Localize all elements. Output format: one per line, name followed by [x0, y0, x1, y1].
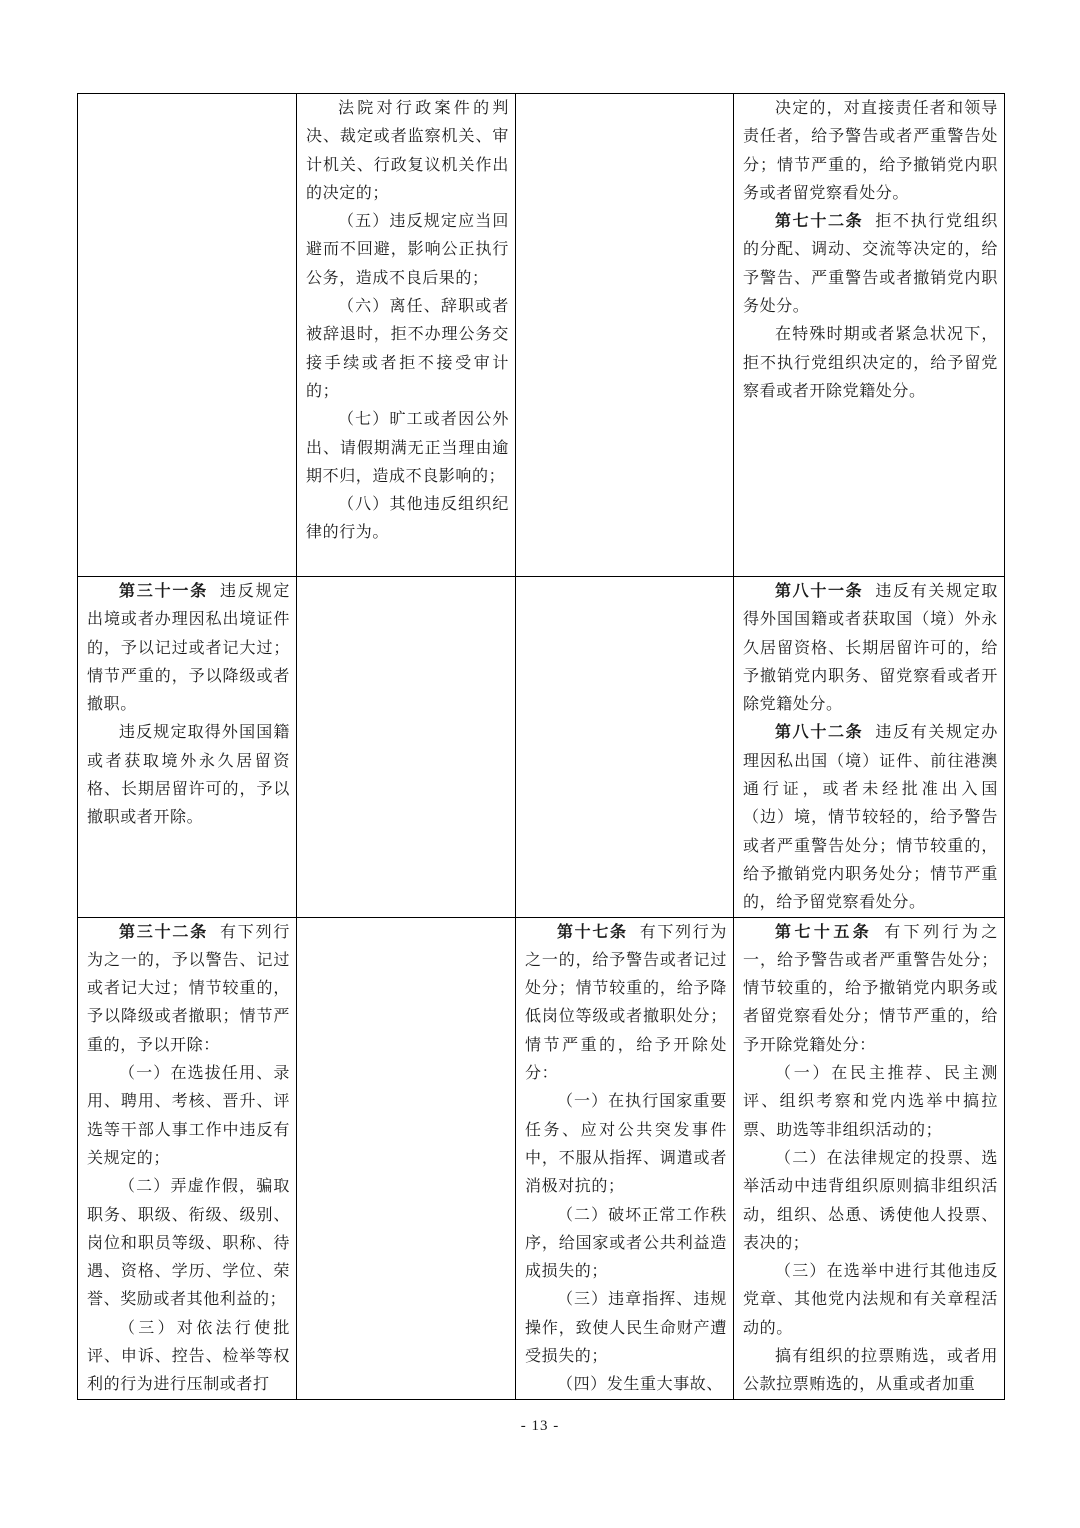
clause-paragraph [525, 1285, 727, 1370]
clause-text: （二）破坏正常工作秩序，给国家或者公共利益造成损失的； [525, 1204, 727, 1281]
clause-text: 拒不执行党组织的分配、调动、交流等决定的，给予警告、严重警告或者撤销党内职务处分。 [743, 211, 998, 316]
clause-paragraph [87, 918, 290, 1059]
table-cell [78, 94, 297, 577]
clause-text: （七）旷工或者因公外出、请假期满无正当理由逾期不归，造成不良影响的； [306, 409, 509, 485]
clause-paragraph [87, 718, 290, 831]
table-cell [297, 577, 516, 918]
clause-paragraph [87, 1059, 290, 1172]
clause-text: 违反规定出境或者办理因私出境证件的，予以记过或者记大过；情节严重的，予以降级或者撤职。 [87, 581, 290, 714]
clause-paragraph [87, 577, 290, 718]
clause-text: （二）在法律规定的投票、选举活动中违背组织原则搞非组织活动，组织、怂恿、诱使他人投票、表决的； [743, 1147, 998, 1252]
clause-text: （四）发生重大事故、 [557, 1374, 724, 1394]
clause-paragraph [525, 1087, 727, 1200]
regulation-comparison-table [77, 93, 1005, 1400]
clause-paragraph [306, 405, 509, 490]
table-cell [78, 917, 297, 1399]
article-number: 第八十二条 [775, 722, 864, 742]
table-cell [516, 577, 734, 918]
clause-paragraph [743, 718, 998, 916]
clause-paragraph [306, 292, 509, 405]
clause-text: 有下列行为之一，给予警告或者严重警告处分；情节较重的，给予撤销党内职务或者留党察看处分；情节严重的，给予开除党籍处分： [743, 921, 998, 1054]
clause-paragraph [743, 1342, 998, 1399]
clause-paragraph [743, 94, 998, 207]
clause-paragraph [743, 207, 998, 320]
clause-paragraph [743, 577, 998, 718]
clause-text: 违反有关规定办理因私出国（境）证件、前往港澳通行证，或者未经批准出入国（边）境，情节较轻的，给予警告或者严重警告处分；情节较重的，给予撤销党内职务处分；情节严重的，给予留党察看处分。 [743, 722, 998, 912]
clause-paragraph [743, 1144, 998, 1257]
clause-text: 决定的，对直接责任者和领导责任者，给予警告或者严重警告处分；情节严重的，给予撤销党内职务或者留党察看处分。 [743, 98, 998, 202]
article-number: 第八十一条 [775, 581, 864, 600]
clause-paragraph [525, 1370, 727, 1398]
clause-paragraph [87, 1314, 290, 1399]
clause-text: （五）违反规定应当回避而不回避，影响公正执行公务，造成不良后果的； [306, 211, 509, 287]
article-number: 第三十一条 [119, 581, 208, 600]
article-number: 第十七条 [557, 921, 628, 941]
table-row [78, 94, 1005, 577]
article-number: 第七十五条 [775, 921, 873, 941]
clause-paragraph [306, 490, 509, 547]
clause-text: 有下列行为之一的，予以警告、记过或者记大过；情节较重的，予以降级或者撤职；情节严重的，予以开除： [87, 921, 290, 1054]
clause-text: 在特殊时期或者紧急状况下，拒不执行党组织决定的，给予留党察看或者开除党籍处分。 [743, 324, 998, 400]
clause-text: （一）在民主推荐、民主测评、组织考察和党内选举中搞拉票、助选等非组织活动的； [743, 1063, 998, 1139]
clause-text: 搞有组织的拉票贿选，或者用公款拉票贿选的，从重或者加重 [743, 1346, 998, 1394]
table-cell [297, 94, 516, 577]
clause-paragraph [743, 320, 998, 405]
clause-paragraph [743, 1257, 998, 1342]
clause-paragraph [743, 1059, 998, 1144]
clause-text: （一）在选拔任用、录用、聘用、考核、晋升、评选等干部人事工作中违反有关规定的； [87, 1063, 290, 1167]
clause-text: 法院对行政案件的判决、裁定或者监察机关、审计机关、行政复议机关作出的决定的； [306, 98, 509, 202]
clause-text: （八）其他违反组织纪律的行为。 [306, 494, 509, 542]
table-cell [516, 917, 734, 1399]
clause-paragraph [306, 207, 509, 292]
clause-text: 违反有关规定取得外国国籍或者获取国（境）外永久居留资格、长期居留许可的，给予撤销党内职务、留党察看或者开除党籍处分。 [743, 581, 998, 714]
clause-paragraph [525, 1201, 727, 1286]
table-row [78, 917, 1005, 1399]
clause-text: （一）在执行国家重要任务、应对公共突发事件中，不服从指挥、调遣或者消极对抗的； [525, 1091, 727, 1196]
clause-text: （三）对依法行使批评、申诉、控告、检举等权利的行为进行压制或者打 [87, 1317, 290, 1394]
article-number: 第三十二条 [119, 921, 208, 941]
clause-paragraph [87, 1172, 290, 1313]
table-row [78, 577, 1005, 918]
table-cell [734, 577, 1005, 918]
clause-paragraph [525, 918, 727, 1088]
clause-paragraph [743, 918, 998, 1059]
clause-text: （三）在选举中进行其他违反党章、其他党内法规和有关章程活动的。 [743, 1261, 998, 1337]
article-number: 第七十二条 [775, 211, 864, 231]
clause-paragraph [306, 94, 509, 207]
clause-text: （六）离任、辞职或者被辞退时，拒不办理公务交接手续或者拒不接受审计的； [306, 296, 509, 400]
clause-text: （二）弄虚作假，骗取职务、职级、衔级、级别、岗位和职员等级、职称、待遇、资格、学历、学位、荣誉、奖励或者其他利益的； [87, 1176, 290, 1309]
table-cell [78, 577, 297, 918]
table-cell [734, 917, 1005, 1399]
page-number: - 13 - [520, 1418, 560, 1434]
clause-text: （三）违章指挥、违规操作，致使人民生命财产遭受损失的； [525, 1289, 727, 1366]
table-cell [297, 917, 516, 1399]
table-cell [516, 94, 734, 577]
clause-text: 违反规定取得外国国籍或者获取境外永久居留资格、长期居留许可的，予以撤职或者开除。 [87, 722, 290, 827]
clause-text: 有下列行为之一的，给予警告或者记过处分；情节较重的，给予降低岗位等级或者撤职处分；情节严重的，给予开除处分： [525, 921, 727, 1083]
table-cell [734, 94, 1005, 577]
